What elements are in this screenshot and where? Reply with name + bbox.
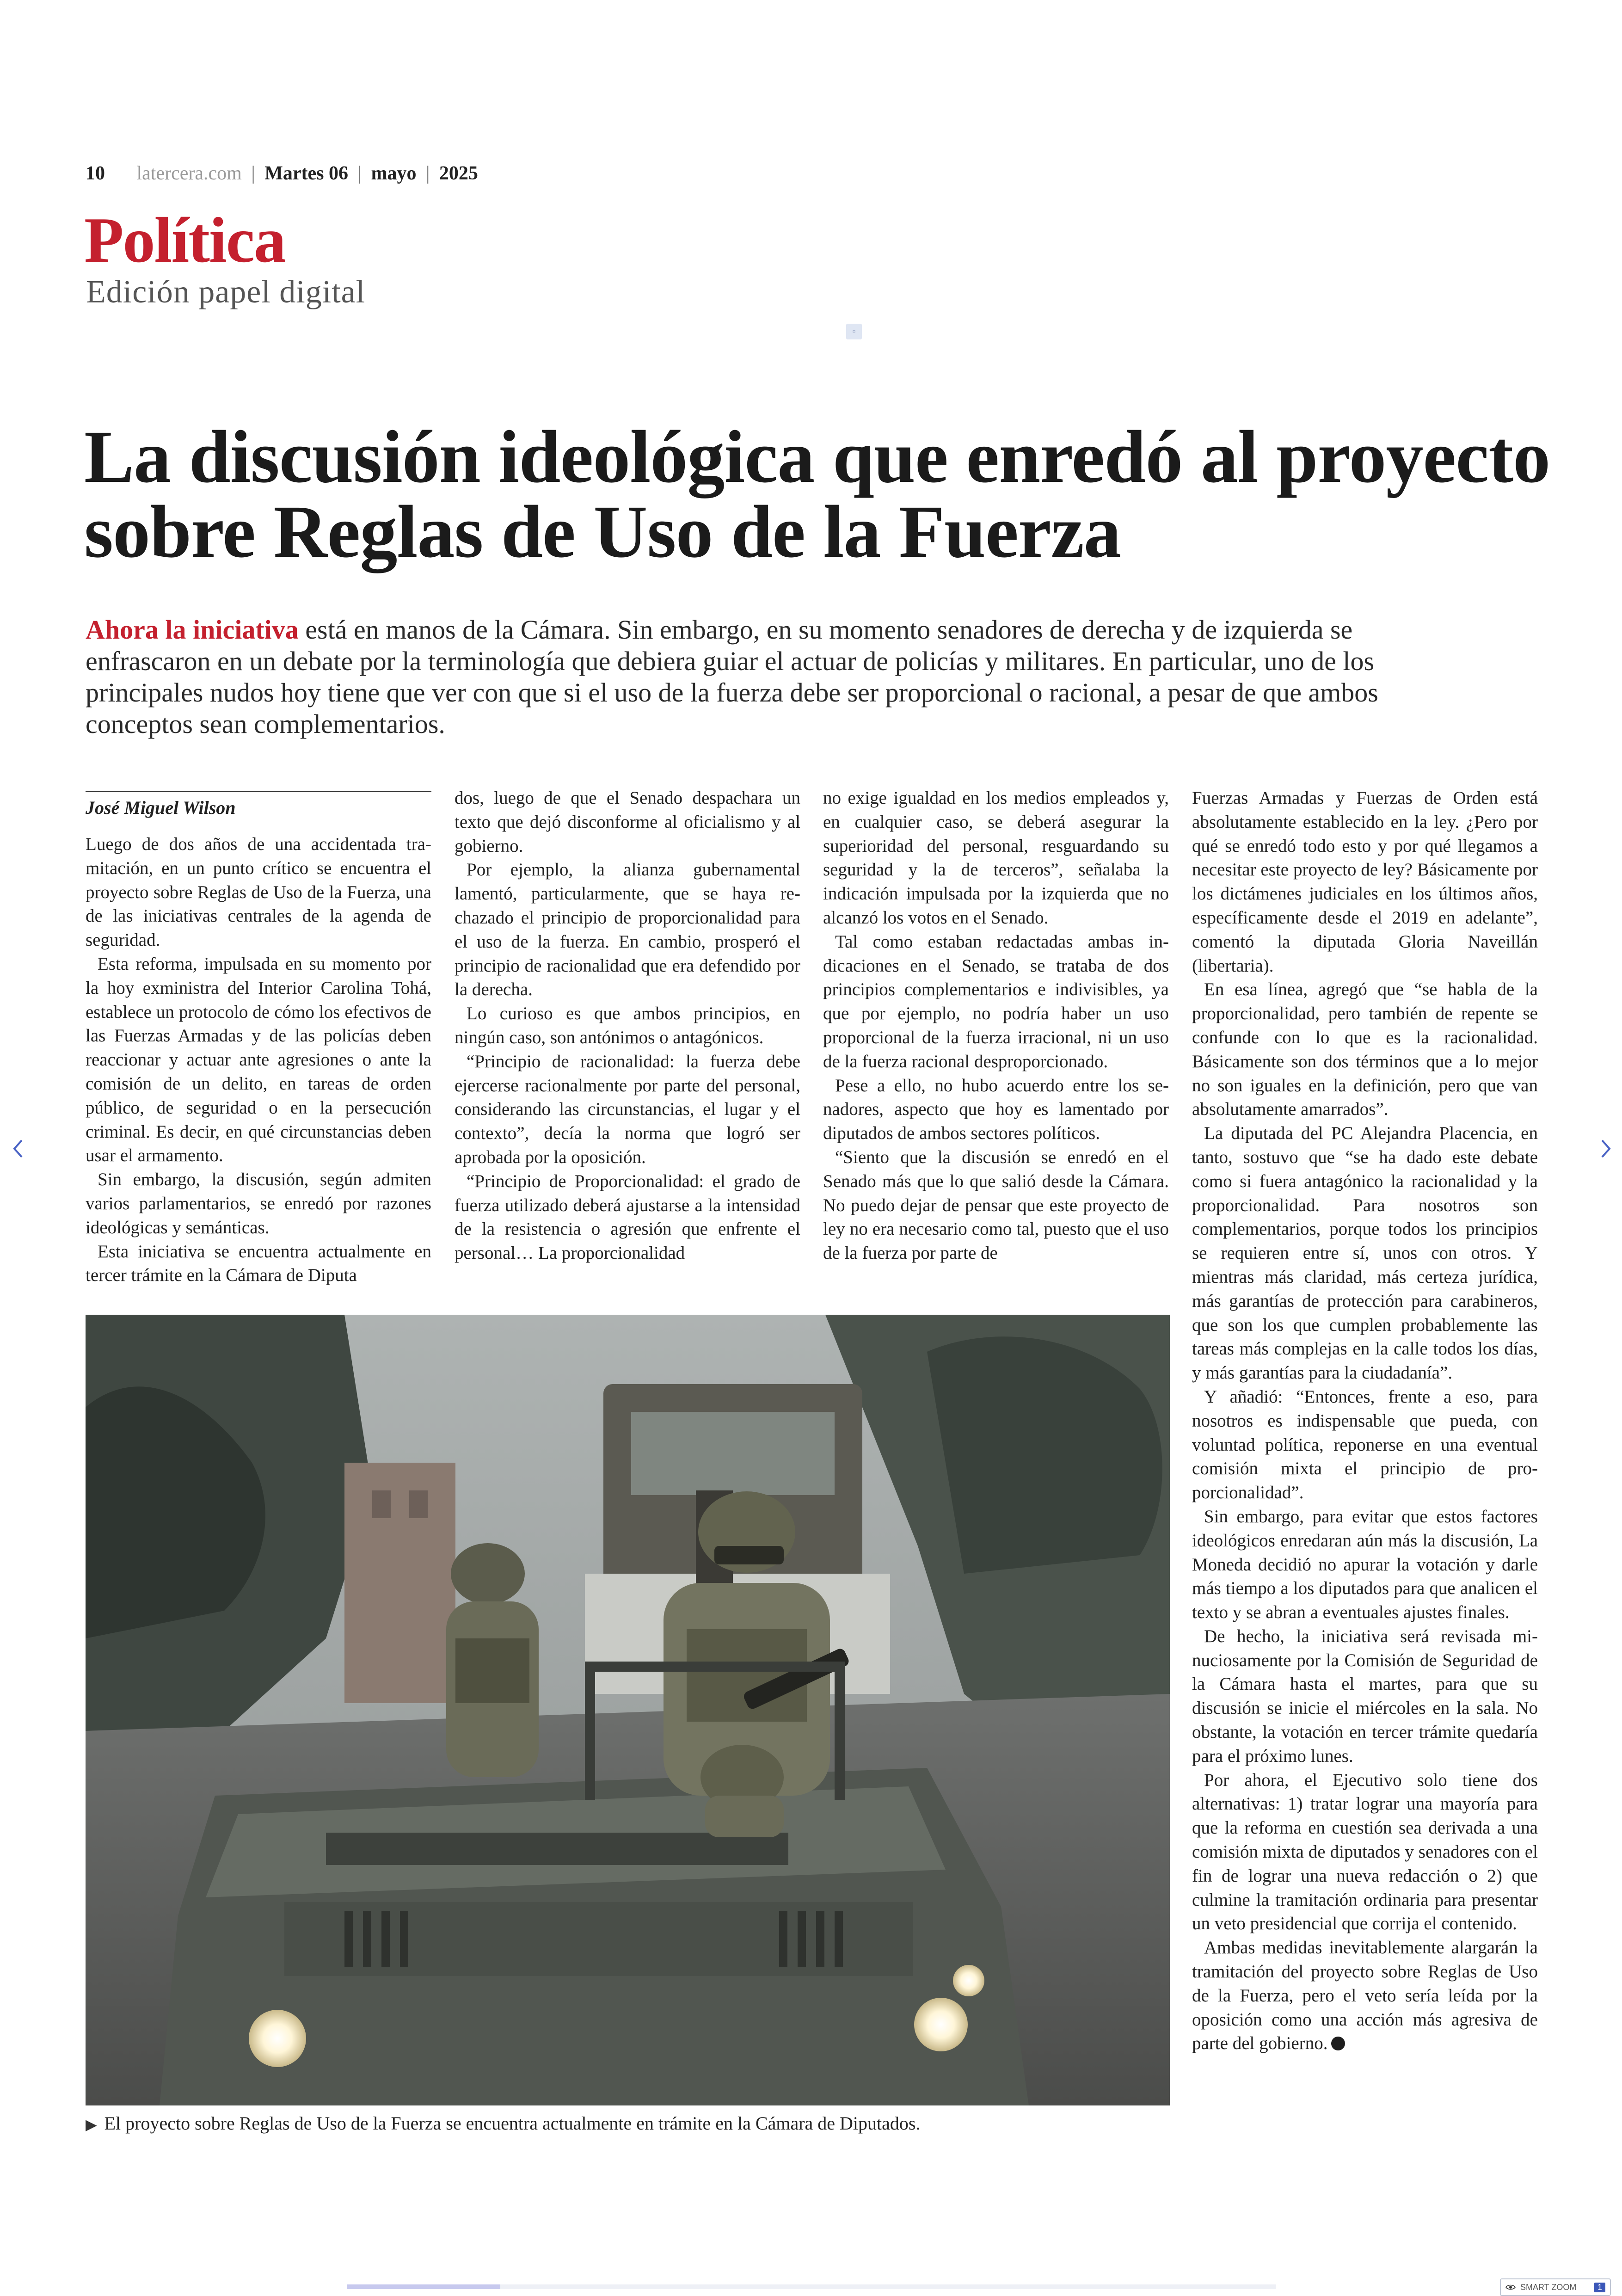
body-column-3 <box>823 786 1169 1265</box>
page-indicator: 1 <box>1594 2283 1605 2292</box>
eye-icon <box>1505 2284 1516 2290</box>
folio-separator: | <box>357 163 362 184</box>
paragraph: Fuerzas Armadas y Fuerzas de Orden está absolutamente establecido en la ley. ¿Pero por qué se enredó todo esto y por qué llegamos a necesitar este proyecto de ley? Básicamente por los dictámenes judiciales en los últimos años, específicamente desde el 2019 en adelante”, comentó la diputada Gloria Naveillán (libertaria). <box>1192 788 1538 976</box>
byline: José Miguel Wilson <box>86 791 431 819</box>
next-page-button[interactable] <box>1592 1130 1620 1167</box>
section-title: Política <box>84 204 285 276</box>
article-photo <box>86 1315 1170 2105</box>
lede-text: está en manos de la Cámara. Sin embargo, en su momento senadores de derecha y de izquierda se enfrascaron en un debate por la terminología que debiera guiar el actuar de policías y militares. En particular, uno de los principales nudos hoy tiene que ver con que si el uso de la fuerza debe ser proporcional o racional, a pesar de que ambos conceptos sean complementarios. <box>86 615 1378 739</box>
body-column-1 <box>86 832 431 1287</box>
caption-triangle-icon: ▶ <box>86 2116 97 2133</box>
paragraph: “Siento que la discusión se enredó en el Senado más que lo que salió desde la Cámara. No puedo dejar de pensar que este proyecto de ley no era necesario como tal, puesto que el uso de la fuerza por parte de <box>823 1147 1169 1263</box>
body-column-2 <box>455 786 800 1265</box>
lede <box>86 614 1436 740</box>
paragraph: Esta reforma, impulsada en su momento por la hoy exministra del Interior Carolina Tohá, establece un protocolo de cómo los efectivos de las Fuerzas Armadas y de las policías deben reaccionar y actuar ante agresiones o ante la comisión de un delito, en tareas de orden público, de seguridad o en la persecución criminal. Es decir, en qué circunstancias deben usar el armamento. <box>86 954 431 1166</box>
folio-separator: | <box>425 163 430 184</box>
chevron-left-icon <box>12 1139 24 1159</box>
folio-line <box>86 162 478 185</box>
paragraph: Por ejemplo, la alianza gubernamental lamentó, particularmente, que se haya rechazado el principio de proporcionalidad para el uso de la fuerza. En cambio, prosperó el principio de racionalidad que era defendido por la derecha. <box>455 860 800 1000</box>
final-paragraph-text: Ambas medidas inevitablemente alargarán la tramitación del proyecto sobre Reglas de Uso de la Fuerza, pero el veto sería leída por la oposición como una acción más agresiva de parte del gobierno. <box>1192 1938 1538 2054</box>
paragraph: Esta iniciativa se encuentra actualmente en tercer trámite en la Cámara de Diputa <box>86 1241 431 1286</box>
headline: La discusión ideológica que enredó al proyecto sobre Reglas de Uso de la Fuerza <box>84 416 1550 573</box>
caption-text: El proyecto sobre Reglas de Uso de la Fuerza se encuentra actualmente en trámite en la Cámara de Diputados. <box>104 2113 921 2134</box>
paragraph: Tal como estaban redactadas ambas indicaciones en el Senado, se trataba de dos principios complementarios e indivisibles, ya que por ejemplo, no podría haber un uso proporcional de la fuerza irracional, ni un uso de la fuerza racional desproporcionado. <box>823 931 1169 1071</box>
page-scroll-track[interactable] <box>347 2284 1276 2289</box>
photo-illustration <box>86 1315 1170 2105</box>
previous-page-button[interactable] <box>4 1130 31 1167</box>
paragraph: Y añadió: “Entonces, frente a eso, para nosotros es indispensable que pueda, con voluntad política, reponerse en una eventual comisión mixta el principio de proporcionalidad”. <box>1192 1386 1538 1503</box>
smart-zoom-label: SMART ZOOM <box>1520 2282 1577 2292</box>
lede-kicker: Ahora la iniciativa <box>86 615 299 645</box>
page-number: 10 <box>86 163 105 184</box>
folio-month: mayo <box>371 163 417 184</box>
chevron-right-icon <box>1600 1139 1612 1159</box>
paragraph: “Principio de racionalidad: la fuerza debe ejercerse racionalmente por parte del personal, considerando las circunstancias, el lugar y el contexto”, decía la norma que logró ser aprobada por la oposición. <box>455 1051 800 1167</box>
edition-label: Edición papel digital <box>86 274 366 310</box>
paragraph: dos, luego de que el Senado despachara un texto que dejó disconforme al oficialismo y al gobierno. <box>455 788 800 856</box>
paragraph: Por ahora, el Ejecutivo solo tiene dos alternativas: 1) tratar lograr una mayoría para que la reforma en cuestión sea derivada a una comisión mixta de diputados y senadores con el fin de lograr una nueva redacción o 2) que culmine la tramitación ordinaria para presentar un veto presidencial que corrija el contenido. <box>1192 1770 1538 1934</box>
body-column-4 <box>1192 786 1538 2056</box>
paragraph: La diputada del PC Alejandra Placencia, en tanto, sostuvo que “se ha dado este debate como si fuera antagónico la racionalidad y la proporcionalidad. Para nosotros son complementarios, porque todos los principios se requieren entre sí, unos con otros. Y mientras más claridad, más certeza jurídica, más garantías de protección para carabineros, que son los que cumplen probablemente las tareas más complejas en la calle todos los días, y más garantías para la ciudadanía”. <box>1192 1123 1538 1383</box>
smart-zoom-button[interactable] <box>1500 2278 1611 2296</box>
paragraph: “Principio de Proporcionalidad: el grado de fuerza utilizado deberá ajustarse a la intensidad de la resistencia o agresión que enfrente el personal… La proporcionalidad <box>455 1171 800 1263</box>
page-marker-icon: ▫ <box>846 324 862 339</box>
paragraph: Sin embargo, la discusión, según admiten varios parlamentarios, se enredó por razones ideológicas y semánticas. <box>86 1170 431 1237</box>
paragraph: De hecho, la iniciativa será revisada minuciosamente por la Comisión de Seguridad de la Cámara hasta el martes, para que su discusión se inicie el miércoles en la sala. No obstante, la votación en tercer trámite quedaría para el próximo lunes. <box>1192 1626 1538 1766</box>
paragraph: En esa línea, agregó que “se habla de la proporcionalidad, pero también de repente se confunde con lo que es la racionalidad. Básicamente son dos términos que a lo mejor no son iguales en la definición, pero que van absolutamente amarrados”. <box>1192 979 1538 1120</box>
paragraph-final <box>1192 1936 1538 2056</box>
paragraph: Lo curioso es que ambos principios, en ningún caso, son antónimos o antagónicos. <box>455 1003 800 1047</box>
end-mark-icon <box>1331 2037 1345 2050</box>
paragraph: Pese a ello, no hubo acuerdo entre los senadores, aspecto que hoy es lamentado por diputados de ambos sectores políticos. <box>823 1075 1169 1144</box>
folio-date: Martes 06 <box>264 163 349 184</box>
paragraph: Sin embargo, para evitar que estos factores ideológicos enredaran aún más la discusión, La Moneda decidió no apurar la votación y darle más tiempo a los diputados para que analicen el texto y se abran a eventuales ajustes finales. <box>1192 1506 1538 1623</box>
photo-caption <box>86 2112 1186 2136</box>
site-name: latercera.com <box>136 163 242 184</box>
folio-year: 2025 <box>439 163 478 184</box>
paragraph: no exige igualdad en los medios empleados y, en cualquier caso, se deberá asegurar la superioridad del personal, resguardando su seguridad y la de terceros”, señalaba la indicación impulsada por la izquierda que no alcanzó los votos en el Senado. <box>823 788 1169 928</box>
folio-separator: | <box>251 163 255 184</box>
paragraph: Luego de dos años de una accidentada tramitación, en un punto crítico se encuentra el proyecto sobre Reglas de Uso de la Fuerza, una de las iniciativas centrales de la agenda de seguridad. <box>86 834 431 950</box>
page-scroll-thumb[interactable] <box>347 2284 500 2289</box>
